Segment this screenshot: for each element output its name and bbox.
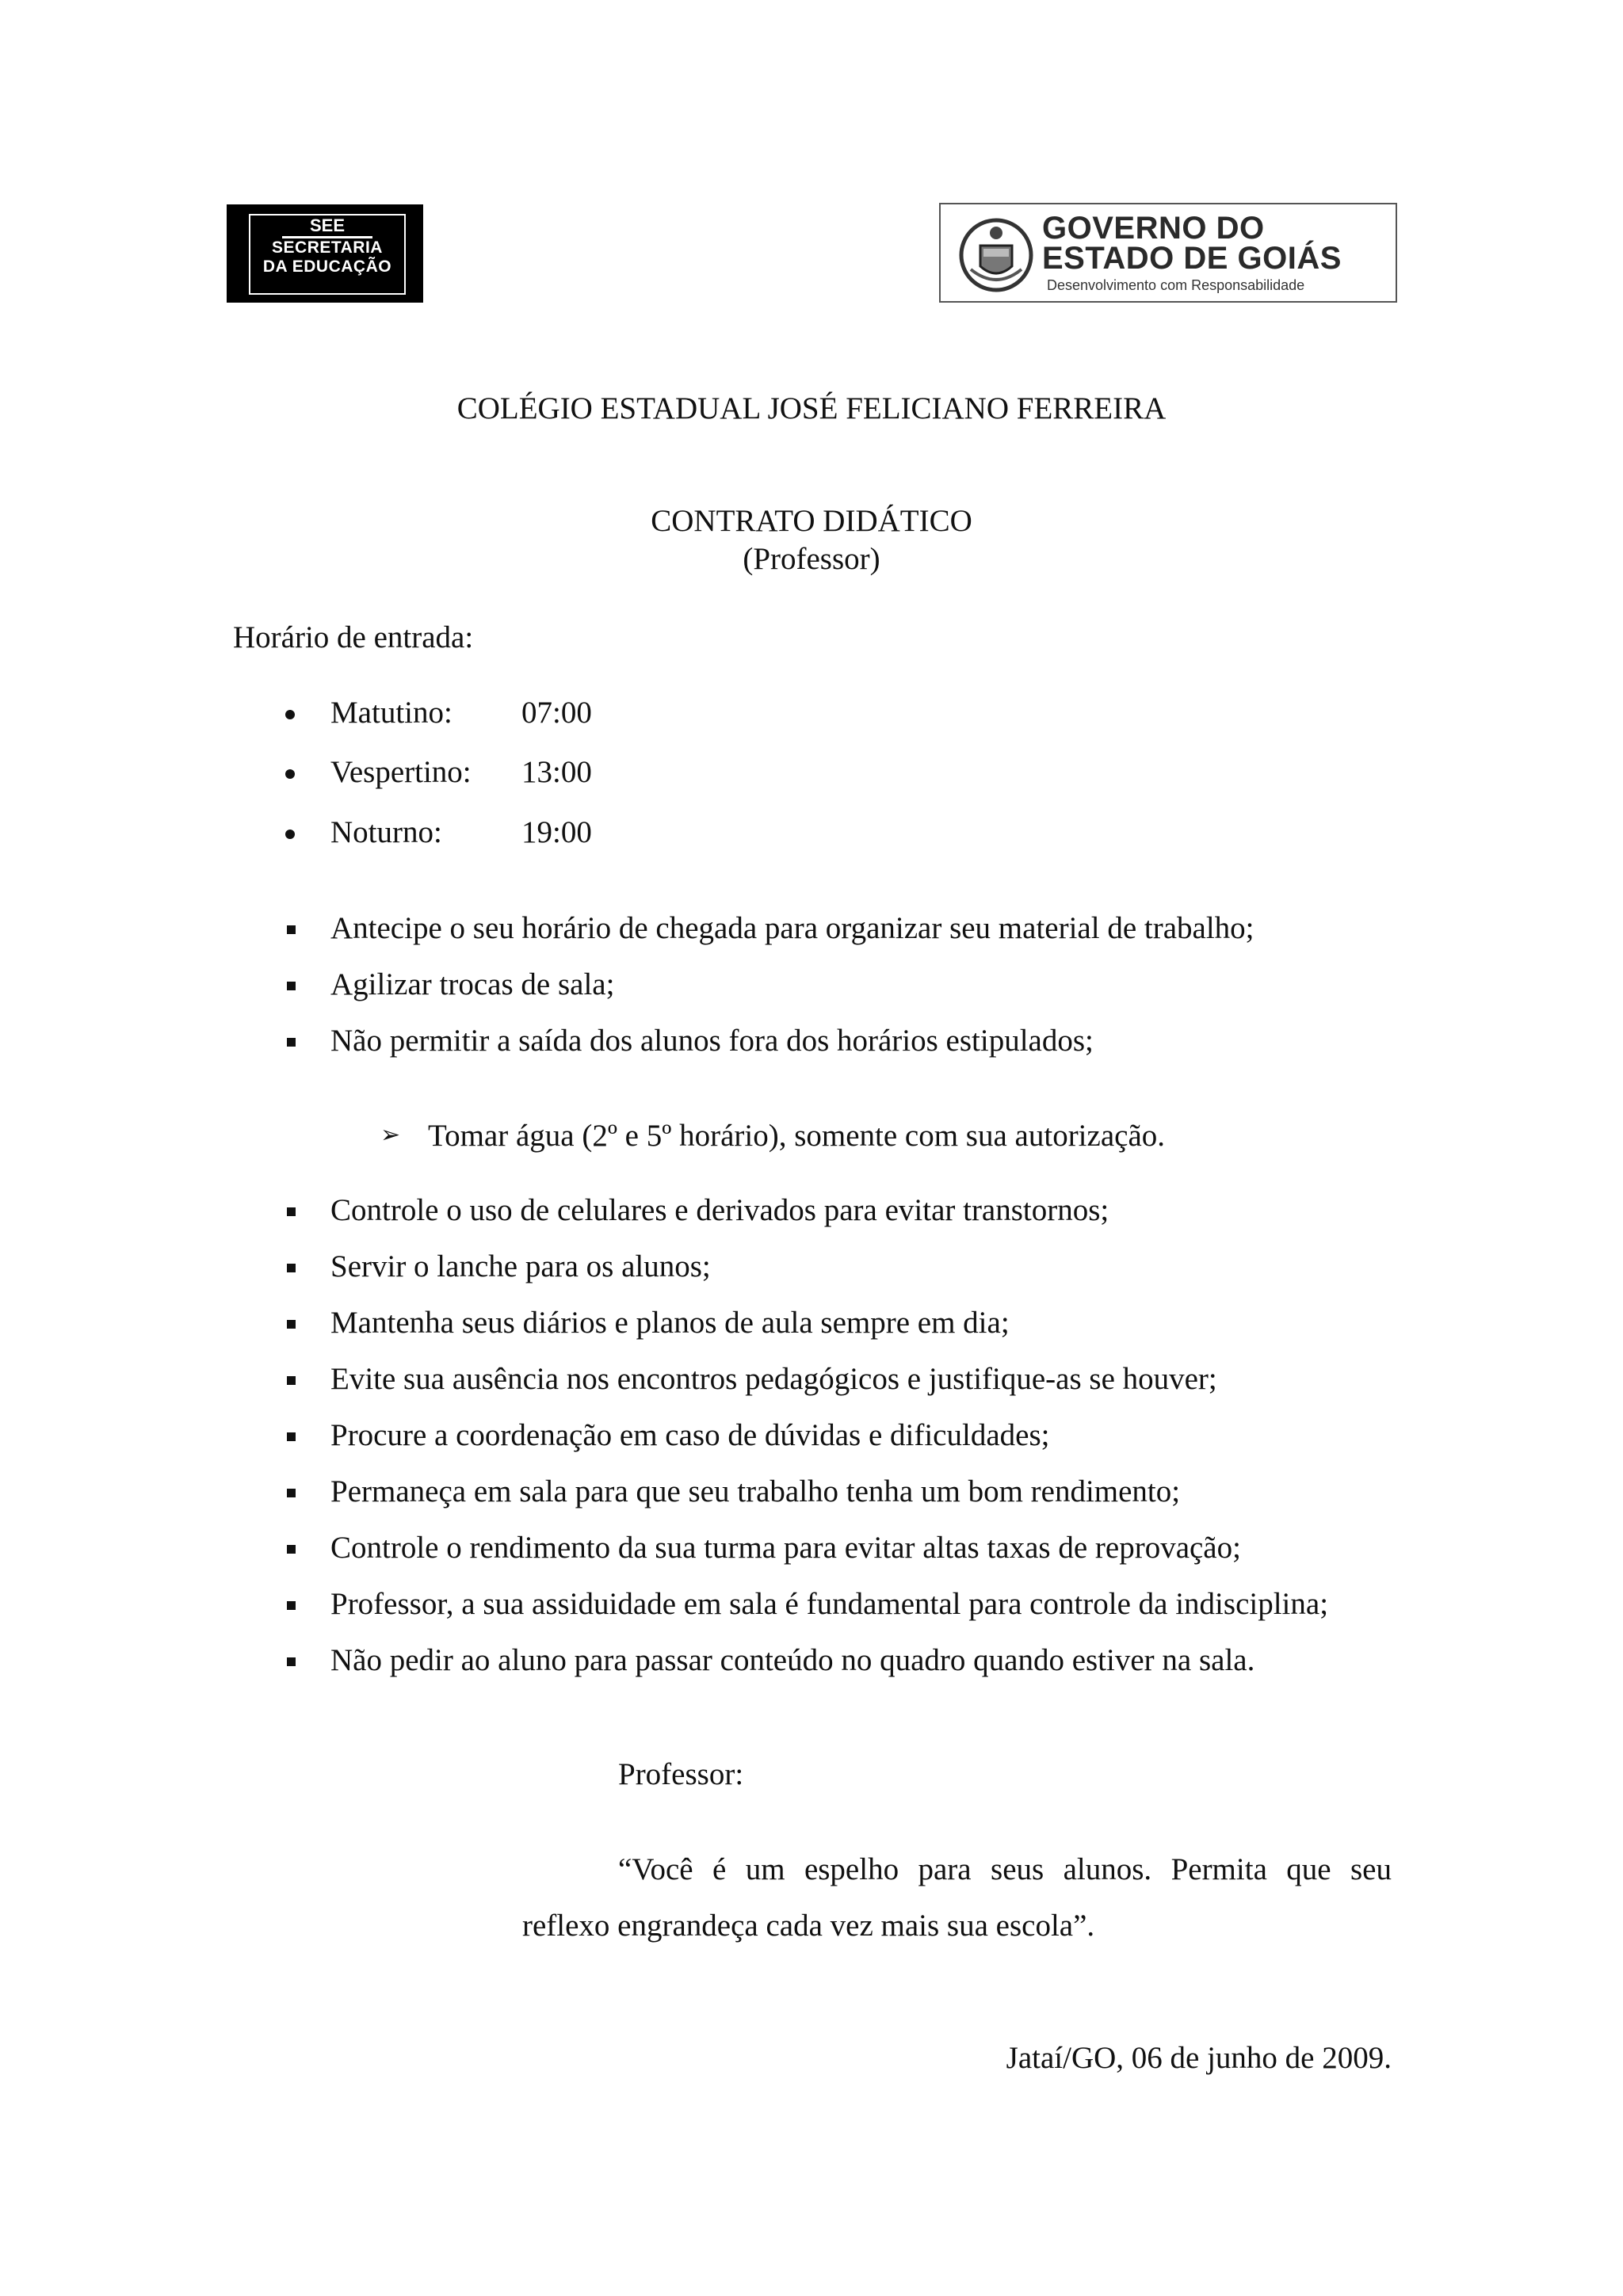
square-bullet-icon xyxy=(287,1489,296,1497)
square-bullet-icon xyxy=(287,1320,296,1329)
square-bullet-icon xyxy=(287,1601,296,1610)
bullet-dot-icon xyxy=(285,830,295,839)
square-bullet-icon xyxy=(287,1376,296,1385)
bullet-dot-icon xyxy=(285,769,295,779)
square-bullet-icon xyxy=(287,1207,296,1216)
quote-line-2: reflexo engrandeça cada vez mais sua escola”. xyxy=(522,1909,1095,1943)
document-title: CONTRATO DIDÁTICO xyxy=(651,504,972,538)
square-bullet-icon xyxy=(287,1432,296,1441)
sub-rule-item: Tomar água (2º e 5º horário), somente com sua autorização. xyxy=(428,1119,1166,1153)
schedule-label: Horário de entrada: xyxy=(233,620,474,654)
school-name: COLÉGIO ESTADUAL JOSÉ FELICIANO FERREIRA xyxy=(456,391,1167,425)
rule-item: Servir o lanche para os alunos; xyxy=(330,1249,711,1283)
bullet-dot-icon xyxy=(285,710,295,719)
rule-item: Controle o rendimento da sua turma para evitar altas taxas de reprovação; xyxy=(330,1531,1241,1565)
quote-line-1: “Você é um espelho para seus alunos. Permita que seu xyxy=(618,1852,1392,1886)
place-date: Jataí/GO, 06 de junho de 2009. xyxy=(1006,2041,1392,2075)
schedule-period: Vespertino: xyxy=(330,755,472,789)
goias-logo-line1: GOVERNO DO xyxy=(1042,211,1265,246)
rule-item: Antecipe o seu horário de chegada para organizar seu material de trabalho; xyxy=(330,911,1254,945)
rule-item: Procure a coordenação em caso de dúvidas e dificuldades; xyxy=(330,1418,1050,1452)
rule-item: Controle o uso de celulares e derivados para evitar transtornos; xyxy=(330,1193,1109,1227)
rule-item: Não pedir ao aluno para passar conteúdo no quadro quando estiver na sala. xyxy=(330,1643,1255,1677)
document-subtitle: (Professor) xyxy=(743,542,880,576)
see-logo-line2: DA EDUCAÇÃO xyxy=(262,257,392,276)
rule-item: Agilizar trocas de sala; xyxy=(330,967,615,1001)
square-bullet-icon xyxy=(287,1657,296,1666)
arrow-bullet-icon: ➢ xyxy=(380,1122,401,1148)
square-bullet-icon xyxy=(287,982,296,990)
goias-logo-tagline: Desenvolvimento com Responsabilidade xyxy=(1047,277,1305,293)
see-logo xyxy=(227,204,423,303)
square-bullet-icon xyxy=(287,925,296,934)
rule-item: Professor, a sua assiduidade em sala é fundamental para controle da indisciplina; xyxy=(330,1587,1329,1621)
goias-emblem-icon xyxy=(957,214,1036,293)
rule-item: Mantenha seus diários e planos de aula sempre em dia; xyxy=(330,1306,1010,1340)
goias-logo xyxy=(939,203,1397,303)
rule-item: Evite sua ausência nos encontros pedagógicos e justifique-as se houver; xyxy=(330,1362,1217,1396)
closing-addressee: Professor: xyxy=(618,1757,744,1791)
square-bullet-icon xyxy=(287,1545,296,1554)
rule-item: Não permitir a saída dos alunos fora dos horários estipulados; xyxy=(330,1024,1094,1058)
schedule-period: Matutino: xyxy=(330,696,453,730)
schedule-time: 13:00 xyxy=(521,755,592,789)
square-bullet-icon xyxy=(287,1264,296,1272)
square-bullet-icon xyxy=(287,1038,296,1047)
goias-logo-line2: ESTADO DE GOIÁS xyxy=(1042,241,1342,276)
see-logo-top: SEE xyxy=(282,215,372,238)
see-logo-line1: SECRETARIA xyxy=(272,238,383,257)
schedule-time: 07:00 xyxy=(521,696,592,730)
schedule-time: 19:00 xyxy=(521,815,592,849)
rule-item: Permaneça em sala para que seu trabalho tenha um bom rendimento; xyxy=(330,1474,1181,1508)
schedule-period: Noturno: xyxy=(330,815,442,849)
